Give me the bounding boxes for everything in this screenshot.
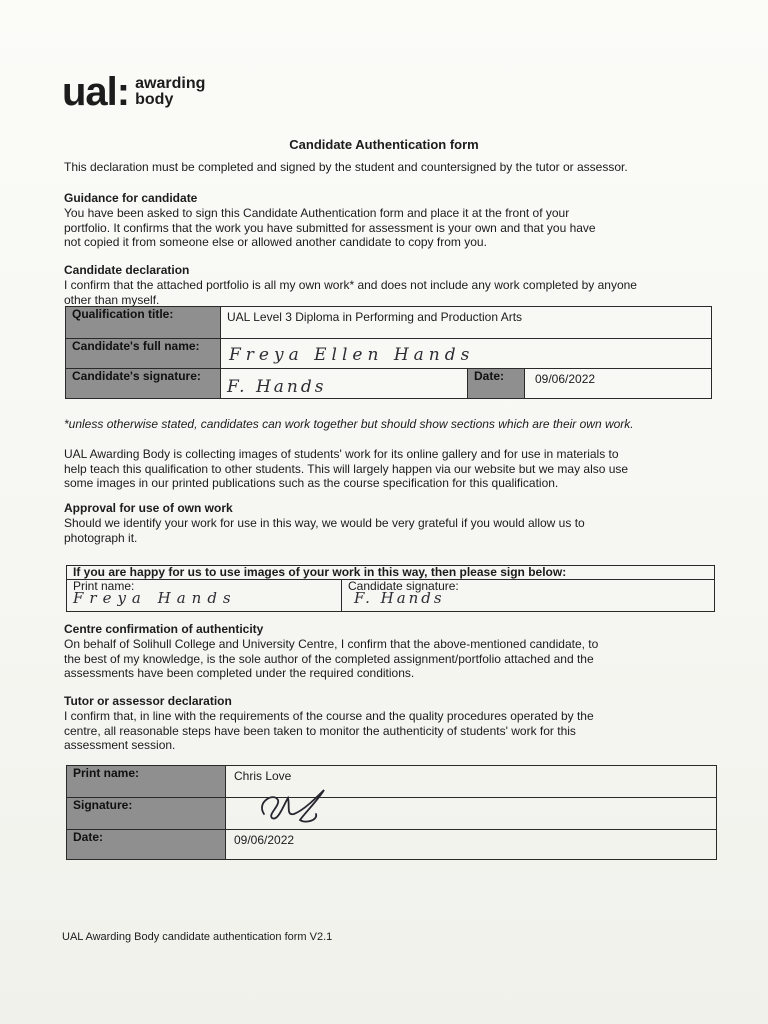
centre-line: On behalf of Solihull College and University Centre, I confirm that the above-mentioned candidate, to bbox=[64, 637, 599, 651]
declaration-text bbox=[64, 278, 637, 307]
declaration-line: I confirm that the attached portfolio is all my own work* and does not include any work completed by anyone bbox=[64, 278, 637, 292]
guidance-heading: Guidance for candidate bbox=[64, 191, 198, 205]
logo-line-2: body bbox=[135, 91, 174, 108]
approval-line: photograph it. bbox=[64, 530, 138, 545]
form-title: Candidate Authentication form bbox=[289, 137, 479, 152]
logo-subtitle bbox=[135, 76, 205, 108]
date-value[interactable]: 09/06/2022 bbox=[525, 369, 712, 399]
tutor-line: assessment session. bbox=[64, 738, 176, 752]
tutor-line: centre, all reasonable steps have been taken to monitor the authenticity of students' work for this bbox=[64, 723, 576, 738]
approval-print-value[interactable]: Freya Hands bbox=[73, 589, 237, 607]
approval-text bbox=[64, 516, 585, 545]
full-name-value[interactable]: Freya Ellen Hands bbox=[221, 339, 712, 369]
tutor-signature-drawing bbox=[234, 784, 354, 826]
approval-heading: Approval for use of own work bbox=[64, 501, 233, 515]
footnote: *unless otherwise stated, candidates can work together but should show sections which are their own work. bbox=[64, 417, 634, 431]
tutor-date-label: Date: bbox=[67, 830, 226, 860]
guidance-line: not copied it from someone else or allowed another candidate to copy from you. bbox=[64, 235, 487, 249]
approval-table-header: If you are happy for us to use images of your work in this way, then please sign below: bbox=[67, 566, 715, 580]
centre-text bbox=[64, 637, 598, 681]
gallery-text bbox=[64, 447, 628, 491]
guidance-text bbox=[64, 206, 596, 250]
tutor-date-value[interactable]: 09/06/2022 bbox=[226, 830, 717, 860]
tutor-heading: Tutor or assessor declaration bbox=[64, 694, 232, 708]
tutor-text bbox=[64, 709, 594, 753]
ual-logo bbox=[62, 72, 205, 112]
signature-label: Candidate's signature: bbox=[66, 369, 221, 399]
qualification-value: UAL Level 3 Diploma in Performing and Production Arts bbox=[221, 307, 712, 339]
footer-text: UAL Awarding Body candidate authentication form V2.1 bbox=[62, 931, 333, 943]
guidance-line: You have been asked to sign this Candidate Authentication form and place it at the front of your bbox=[64, 206, 570, 220]
intro-text: This declaration must be completed and signed by the student and countersigned by the tutor or assessor. bbox=[64, 160, 628, 174]
centre-line: the best of my knowledge, is the sole author of the completed assignment/portfolio attached and the bbox=[64, 651, 594, 666]
candidate-signature[interactable]: F. Hands bbox=[221, 369, 468, 399]
approval-line: Should we identify your work for use in this way, we would be very grateful if you would allow us to bbox=[64, 516, 585, 530]
tutor-line: I confirm that, in line with the requirements of the course and the quality procedures operated by the bbox=[64, 709, 594, 723]
tutor-signature-cell[interactable] bbox=[226, 798, 717, 830]
tutor-print-label: Print name: bbox=[67, 766, 226, 798]
declaration-line: other than myself. bbox=[64, 292, 160, 307]
approval-table bbox=[66, 565, 715, 612]
date-label: Date: bbox=[468, 369, 525, 399]
candidate-table bbox=[65, 306, 712, 399]
approval-signature-value[interactable]: F. Hands bbox=[354, 589, 445, 607]
approval-print-label: Print name: bbox=[73, 579, 135, 593]
qualification-label: Qualification title: bbox=[66, 307, 221, 339]
centre-line: assessments have been completed under the required conditions. bbox=[64, 666, 415, 680]
centre-heading: Centre confirmation of authenticity bbox=[64, 622, 264, 636]
tutor-table bbox=[66, 765, 717, 860]
gallery-line: UAL Awarding Body is collecting images of students' work for its online gallery and for use in materials to bbox=[64, 447, 619, 461]
guidance-line: portfolio. It confirms that the work you have submitted for assessment is your own and that you have bbox=[64, 220, 596, 235]
logo-wordmark: ual: bbox=[62, 70, 130, 114]
approval-print-cell bbox=[67, 580, 342, 612]
declaration-heading: Candidate declaration bbox=[64, 263, 190, 277]
gallery-line: help teach this qualification to other students. This will largely happen via our website but we may also use bbox=[64, 461, 629, 476]
full-name-label: Candidate's full name: bbox=[66, 339, 221, 369]
tutor-signature-label: Signature: bbox=[67, 798, 226, 830]
approval-signature-label: Candidate signature: bbox=[348, 579, 459, 593]
tutor-print-value[interactable]: Chris Love bbox=[226, 766, 717, 798]
approval-signature-cell bbox=[342, 580, 715, 612]
gallery-line: some images in our printed publications such as the course specification for this qualification. bbox=[64, 476, 559, 490]
logo-line-1: awarding bbox=[135, 75, 206, 92]
